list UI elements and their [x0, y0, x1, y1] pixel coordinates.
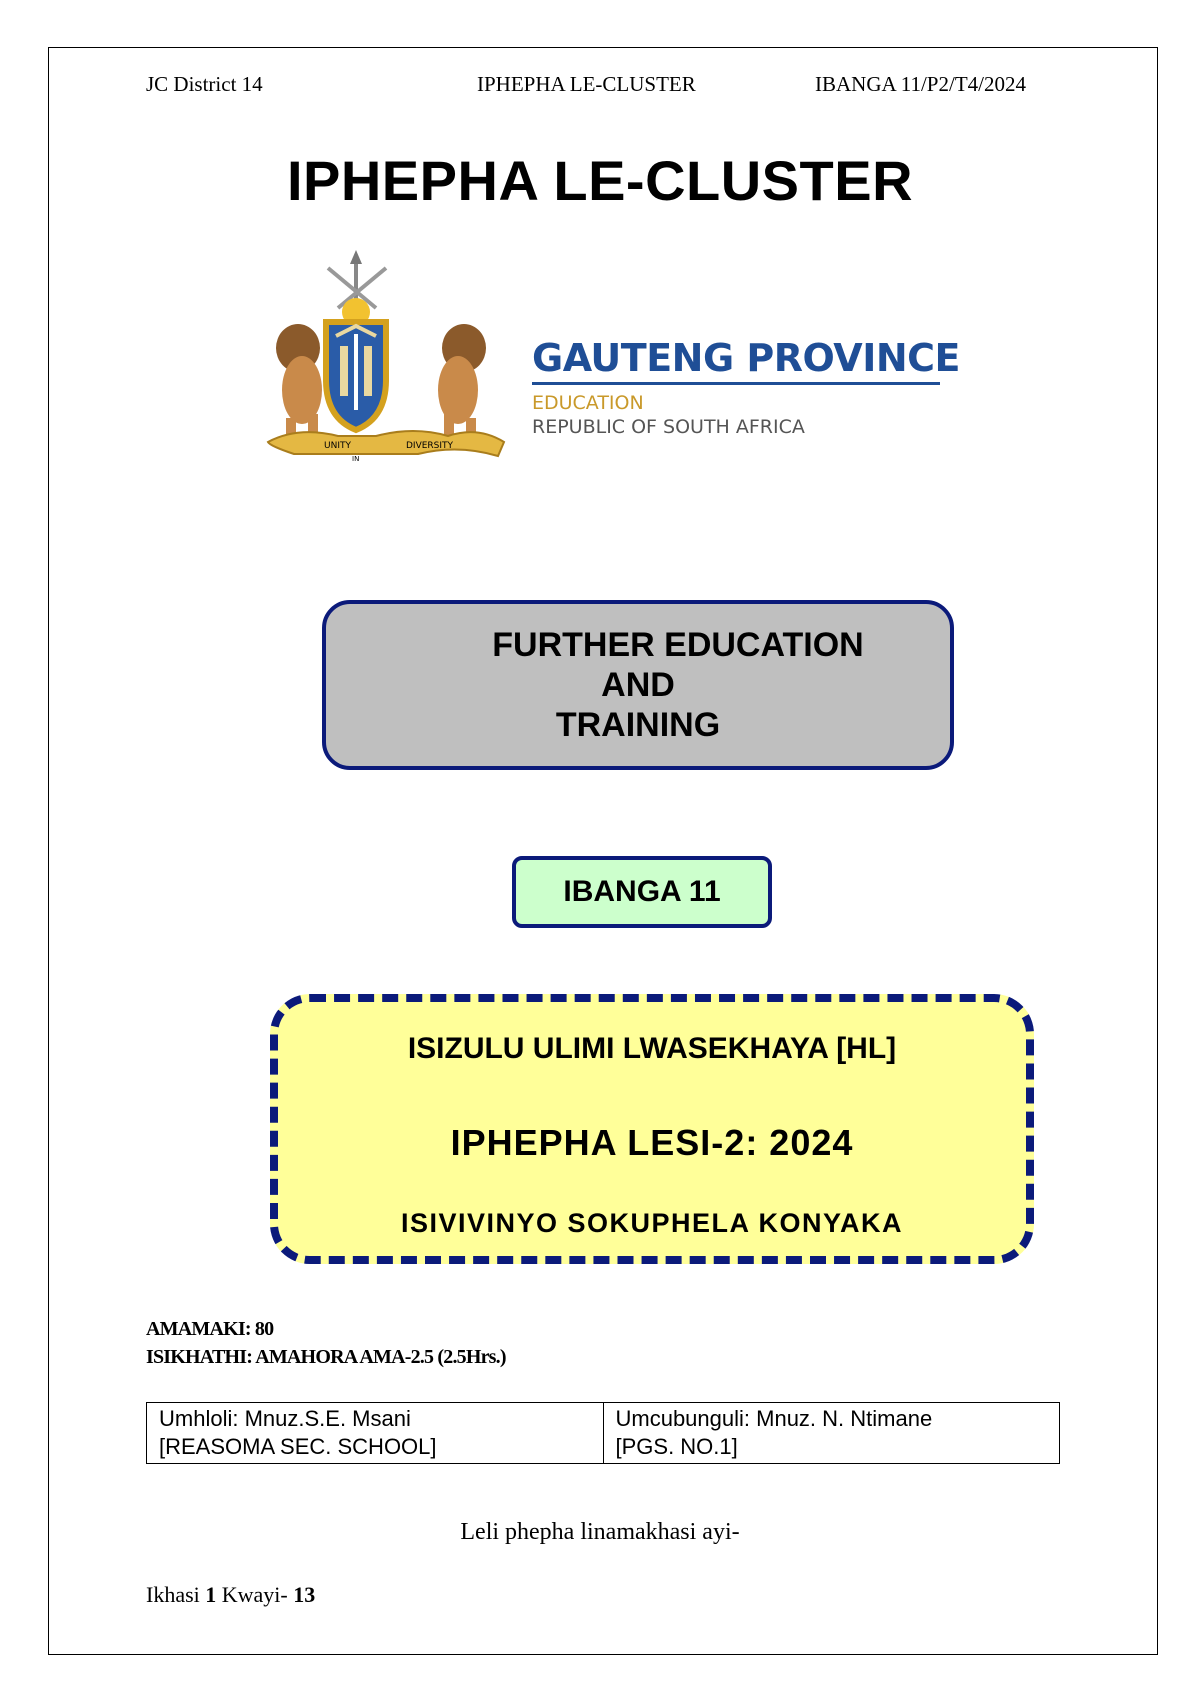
moderator-cell	[603, 1403, 1060, 1464]
logo-rule	[532, 382, 940, 385]
pages-note: Leli phepha linamakhasi ayi-	[460, 1519, 740, 1545]
logo-country: REPUBLIC OF SOUTH AFRICA	[532, 416, 805, 438]
motto-left: UNITY	[324, 441, 351, 451]
setter-cell	[147, 1403, 604, 1464]
subject-paper: IPHEPHA LESI-2: 2024	[450, 1122, 854, 1163]
footer-total-pages: 13	[293, 1582, 316, 1607]
examiner-table	[146, 1402, 1060, 1464]
footer-prefix: Ikhasi	[146, 1582, 206, 1607]
footer-page-number: 1	[205, 1582, 217, 1607]
coat-of-arms-icon	[258, 250, 518, 468]
subject-exam: ISIVIVINYO SOKUPHELA KONYAKA	[400, 1208, 904, 1238]
fet-line-3: TRAINING	[555, 706, 721, 744]
subject-language: ISIZULU ULIMI LWASEKHAYA [HL]	[407, 1032, 897, 1065]
motto-middle: IN	[352, 455, 360, 463]
setter-school: [REASOMA SEC. SCHOOL]	[159, 1434, 437, 1459]
table-row	[147, 1403, 1060, 1464]
fet-box	[322, 600, 954, 770]
moderator-school: [PGS. NO.1]	[615, 1434, 738, 1459]
page-footer	[146, 1582, 315, 1608]
grade-badge: IBANGA 11	[512, 856, 772, 928]
exam-duration: ISIKHATHI: AMAHORA AMA-2.5 (2.5Hrs.)	[146, 1346, 506, 1368]
header-paper-type: IPHEPHA LE-CLUSTER	[477, 72, 696, 96]
moderator-name: Umcubunguli: Mnuz. N. Ntimane	[615, 1406, 933, 1431]
setter-name: Umhloli: Mnuz.S.E. Msani	[159, 1406, 411, 1431]
total-marks: AMAMAKI: 80	[146, 1318, 274, 1340]
logo-department: EDUCATION	[532, 392, 644, 414]
footer-middle: Kwayi-	[216, 1582, 294, 1607]
subject-box	[270, 994, 1034, 1264]
header-district: JC District 14	[146, 72, 263, 96]
logo-province: GAUTENG PROVINCE	[532, 336, 960, 380]
motto-right: DIVERSITY	[406, 441, 454, 451]
page-title: IPHEPHA LE-CLUSTER	[286, 149, 914, 212]
header-paper-code: IBANGA 11/P2/T4/2024	[815, 72, 1026, 96]
fet-line-2: AND	[601, 666, 675, 704]
fet-line-1: FURTHER EDUCATION	[492, 626, 864, 664]
